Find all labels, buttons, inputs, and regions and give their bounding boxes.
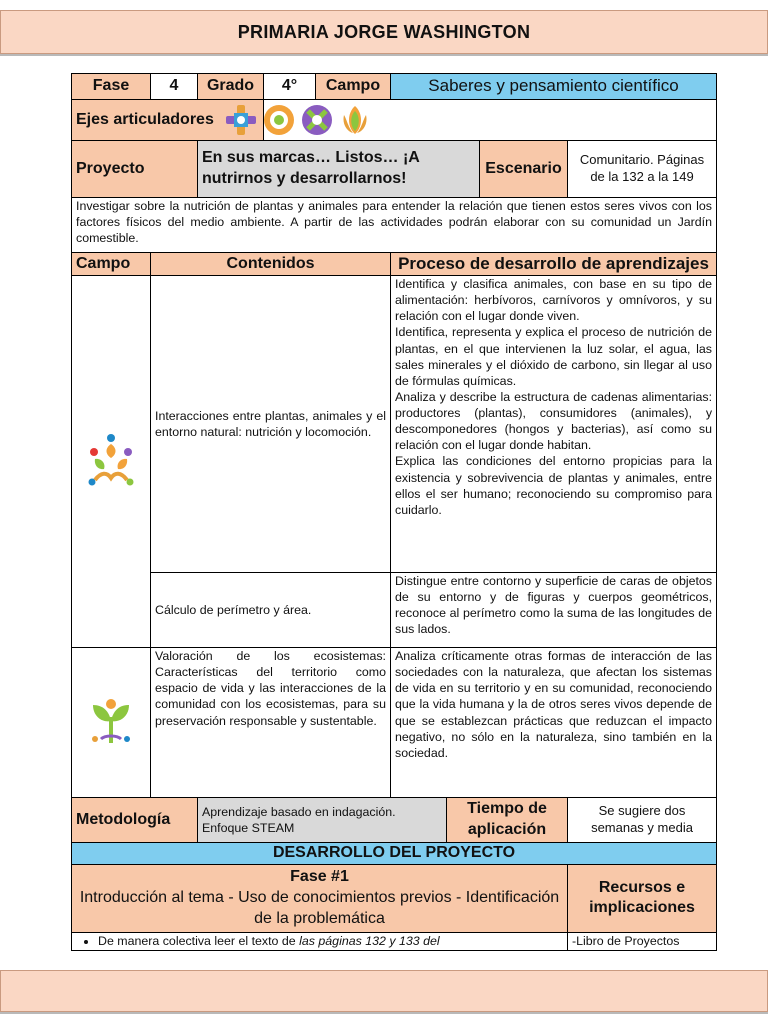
activity-item <box>98 933 563 949</box>
recurso-item: -Libro de Proyectos <box>568 932 717 950</box>
campo-etica-naturaleza-icon <box>87 695 135 747</box>
activity-italic: las páginas 132 y 133 del <box>299 933 440 948</box>
fase-value: 4 <box>151 74 198 100</box>
proceso-column-header: Proceso de desarrollo de aprendizajes <box>391 253 717 276</box>
grado-value: 4° <box>264 74 316 100</box>
proceso-1-paragraph: Analiza y describe la estructura de cadenas alimentarias: productores (plantas), consumidores (animales), y descomponedores (hongos y bacterias), así como su relación con el lugar donde habitan. <box>395 389 713 453</box>
metodologia-label: Metodología <box>72 798 198 843</box>
campo-column-header: Campo <box>72 253 151 276</box>
proceso-1-paragraph: Identifica, representa y explica el proceso de nutrición de plantas, en el que intervienen la luz solar, el agua, las sales minerales y el dióxido de carbono, sin llegar al uso de fórmulas químicas. <box>395 325 713 388</box>
proceso-1 <box>391 276 717 573</box>
ejes-interculturalidad-icon <box>300 103 334 137</box>
planning-table <box>71 73 717 951</box>
fase1-subtitle: Introducción al tema - Uso de conocimientos previos - Identificación de la problemática <box>79 888 560 927</box>
campo-saberes-cell <box>72 276 151 648</box>
proceso-1-paragraph: Explica las condiciones del entorno propicias para la existencia y sobrevivencia de plantas y animales, entre ellos el ser humano; reconociendo su compromiso para cuidarlo. <box>395 454 713 517</box>
metodologia-line: Aprendizaje basado en indagación. <box>202 804 396 819</box>
campo-label: Campo <box>316 74 391 100</box>
campo-etica-cell <box>72 648 151 798</box>
ejes-icons <box>224 103 372 137</box>
proyecto-label: Proyecto <box>72 141 198 198</box>
contenido-2: Cálculo de perímetro y área. <box>151 573 391 648</box>
desarrollo-title: DESARROLLO DEL PROYECTO <box>72 843 717 865</box>
proyecto-title: En sus marcas… Listos… ¡A nutrirnos y desarrollarnos! <box>198 141 480 198</box>
ejes-cell <box>72 100 264 141</box>
footer-banner <box>0 970 768 1012</box>
proceso-3: Analiza críticamente otras formas de interacción de las sociedades con la naturaleza, que afectan los sistemas de vida en su territorio y en su comunidad, reconociendo que la vida humana y la de otros seres vivos depende de que se establezcan prácticas que reduzcan el impacto negativo, no sólo en la naturaleza, sino también en la sociedad. <box>391 648 717 798</box>
escenario-label: Escenario <box>480 141 568 198</box>
contenido-1: Interacciones entre plantas, animales y el entorno natural: nutrición y locomoción. <box>151 276 391 573</box>
ejes-label: Ejes articuladores <box>76 111 214 129</box>
ejes-vida-saludable-icon <box>338 103 372 137</box>
school-banner <box>0 10 768 54</box>
fase1-title: Fase #1 <box>290 868 349 886</box>
school-name: PRIMARIA JORGE WASHINGTON <box>237 21 531 42</box>
contenidos-column-header: Contenidos <box>151 253 391 276</box>
escenario-value: Comunitario. Páginas de la 132 a la 149 <box>568 141 717 198</box>
campo-saberes-icon <box>85 432 137 488</box>
fase1-activity <box>72 932 568 950</box>
project-description: Investigar sobre la nutrición de plantas y animales para entender la relación que tienen estos seres vivos con los factores físicos del medio ambiente. A partir de las actividades podrán elaborar con su comunidad un Jardín comestible. <box>72 198 717 253</box>
proceso-1-paragraph: Identifica y clasifica animales, con base en su tipo de alimentación: herbívoros, carnívoros y omnívoros, y su relación con el lugar donde viven. <box>395 277 713 324</box>
tiempo-label: Tiempo de aplicación <box>447 798 568 843</box>
grado-label: Grado <box>198 74 264 100</box>
ejes-inclusion-icon <box>224 103 258 137</box>
fase-label: Fase <box>72 74 151 100</box>
fase1-header <box>72 864 568 932</box>
tiempo-value: Se sugiere dos semanas y media <box>568 798 717 843</box>
campo-value: Saberes y pensamiento científico <box>391 74 717 100</box>
contenido-3: Valoración de los ecosistemas: Características del territorio como espacio de vida y las interacciones de la comunidad con los ecosistemas, para su preservación responsable y sustentable. <box>151 648 391 798</box>
proceso-2: Distingue entre contorno y superficie de caras de objetos de su entorno y de figuras y cuerpos geométricos, reconoce al perímetro como la suma de las longitudes de sus lados. <box>391 573 717 648</box>
ejes-pensamiento-critico-icon <box>262 103 296 137</box>
recursos-label: Recursos e implicaciones <box>568 864 717 932</box>
metodologia-line: Enfoque STEAM <box>202 821 295 836</box>
metodologia-value <box>198 798 447 843</box>
activity-text: De manera colectiva leer el texto de <box>98 933 300 948</box>
